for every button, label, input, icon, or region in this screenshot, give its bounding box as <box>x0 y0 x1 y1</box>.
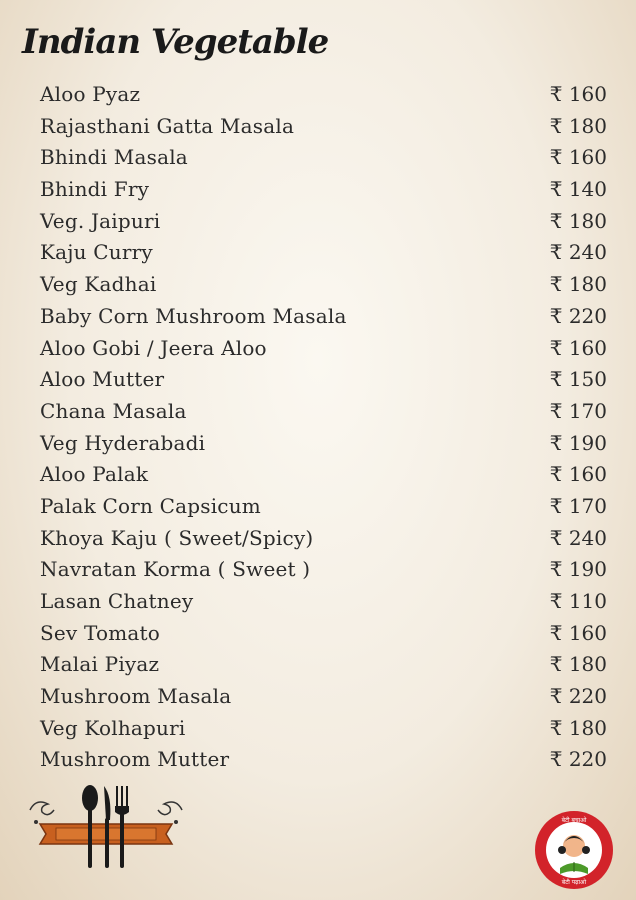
menu-item-price: ₹ 170 <box>549 398 607 423</box>
menu-item <box>40 114 607 146</box>
menu-item-name: Aloo Palak <box>40 462 149 487</box>
menu-item <box>40 589 607 621</box>
menu-item-name: Khoya Kaju ( Sweet/Spicy) <box>40 525 314 550</box>
menu-item <box>40 145 607 177</box>
menu-item-name: Chana Masala <box>40 398 187 423</box>
badge-top-text: बेटी बचाओ <box>561 817 587 824</box>
menu-item-price: ₹ 180 <box>549 652 607 677</box>
menu-item <box>40 209 607 241</box>
menu-item-price: ₹ 160 <box>549 145 607 170</box>
menu-item <box>40 240 607 272</box>
menu-item-price: ₹ 190 <box>549 557 607 582</box>
menu-item-price: ₹ 160 <box>549 620 607 645</box>
menu-item-price: ₹ 180 <box>549 208 607 233</box>
cutlery-banner-icon <box>26 782 186 872</box>
menu-item <box>40 621 607 653</box>
menu-item <box>40 716 607 748</box>
menu-item-name: Veg Hyderabadi <box>40 430 206 455</box>
menu-item-price: ₹ 240 <box>549 240 607 265</box>
menu-item-name: Aloo Mutter <box>40 367 165 392</box>
menu-item-name: Mushroom Mutter <box>40 747 230 772</box>
menu-item-price: ₹ 160 <box>549 462 607 487</box>
badge-bottom-text: बेटी पढ़ाओ <box>561 879 587 886</box>
menu-item-price: ₹ 180 <box>549 113 607 138</box>
menu-item-price: ₹ 140 <box>549 177 607 202</box>
menu-item-price: ₹ 150 <box>549 367 607 392</box>
menu-item <box>40 526 607 558</box>
menu-item-name: Veg Kadhai <box>40 272 157 297</box>
menu-item-price: ₹ 160 <box>549 82 607 106</box>
menu-item-price: ₹ 220 <box>549 303 607 328</box>
menu-item-name: Aloo Pyaz <box>40 82 141 106</box>
menu-item <box>40 82 607 114</box>
menu-item <box>40 272 607 304</box>
menu-item <box>40 304 607 336</box>
menu-item <box>40 336 607 368</box>
menu-item-name: Malai Piyaz <box>40 652 160 677</box>
menu-item-price: ₹ 240 <box>549 525 607 550</box>
menu-item-price: ₹ 220 <box>549 684 607 709</box>
menu-item-price: ₹ 110 <box>549 589 607 613</box>
menu-item-name: Mushroom Masala <box>40 684 232 709</box>
menu-item-name: Aloo Gobi / Jeera Aloo <box>40 335 267 360</box>
menu-item-price: ₹ 170 <box>549 493 607 518</box>
menu-item-name: Bhindi Fry <box>40 177 150 202</box>
menu-item-name: Palak Corn Capsicum <box>40 493 261 518</box>
page-title: Indian Vegetable <box>22 22 329 62</box>
menu-item <box>40 462 607 494</box>
girl-reading-badge-icon <box>534 810 614 890</box>
menu-item <box>40 177 607 209</box>
menu-item-price: ₹ 180 <box>549 272 607 297</box>
menu-item-name: Sev Tomato <box>40 620 160 645</box>
menu-item-name: Bhindi Masala <box>40 145 188 170</box>
menu-item-name: Veg. Jaipuri <box>40 208 161 233</box>
menu-item <box>40 399 607 431</box>
menu-item <box>40 494 607 526</box>
menu-item-name: Baby Corn Mushroom Masala <box>40 303 347 328</box>
menu-item <box>40 557 607 589</box>
menu-item-price: ₹ 160 <box>549 335 607 360</box>
menu-item-name: Kaju Curry <box>40 240 153 265</box>
menu-item <box>40 684 607 716</box>
menu-item-price: ₹ 190 <box>549 430 607 455</box>
menu-item-name: Navratan Korma ( Sweet ) <box>40 557 311 582</box>
menu-item-name: Lasan Chatney <box>40 589 194 613</box>
menu-item <box>40 652 607 684</box>
menu-item-price: ₹ 180 <box>549 715 607 740</box>
menu-item <box>40 367 607 399</box>
menu-list <box>40 82 607 779</box>
menu-item <box>40 431 607 463</box>
menu-item-name: Veg Kolhapuri <box>40 715 186 740</box>
menu-item-name: Rajasthani Gatta Masala <box>40 113 295 138</box>
menu-item <box>40 747 607 779</box>
menu-item-price: ₹ 220 <box>549 747 607 772</box>
